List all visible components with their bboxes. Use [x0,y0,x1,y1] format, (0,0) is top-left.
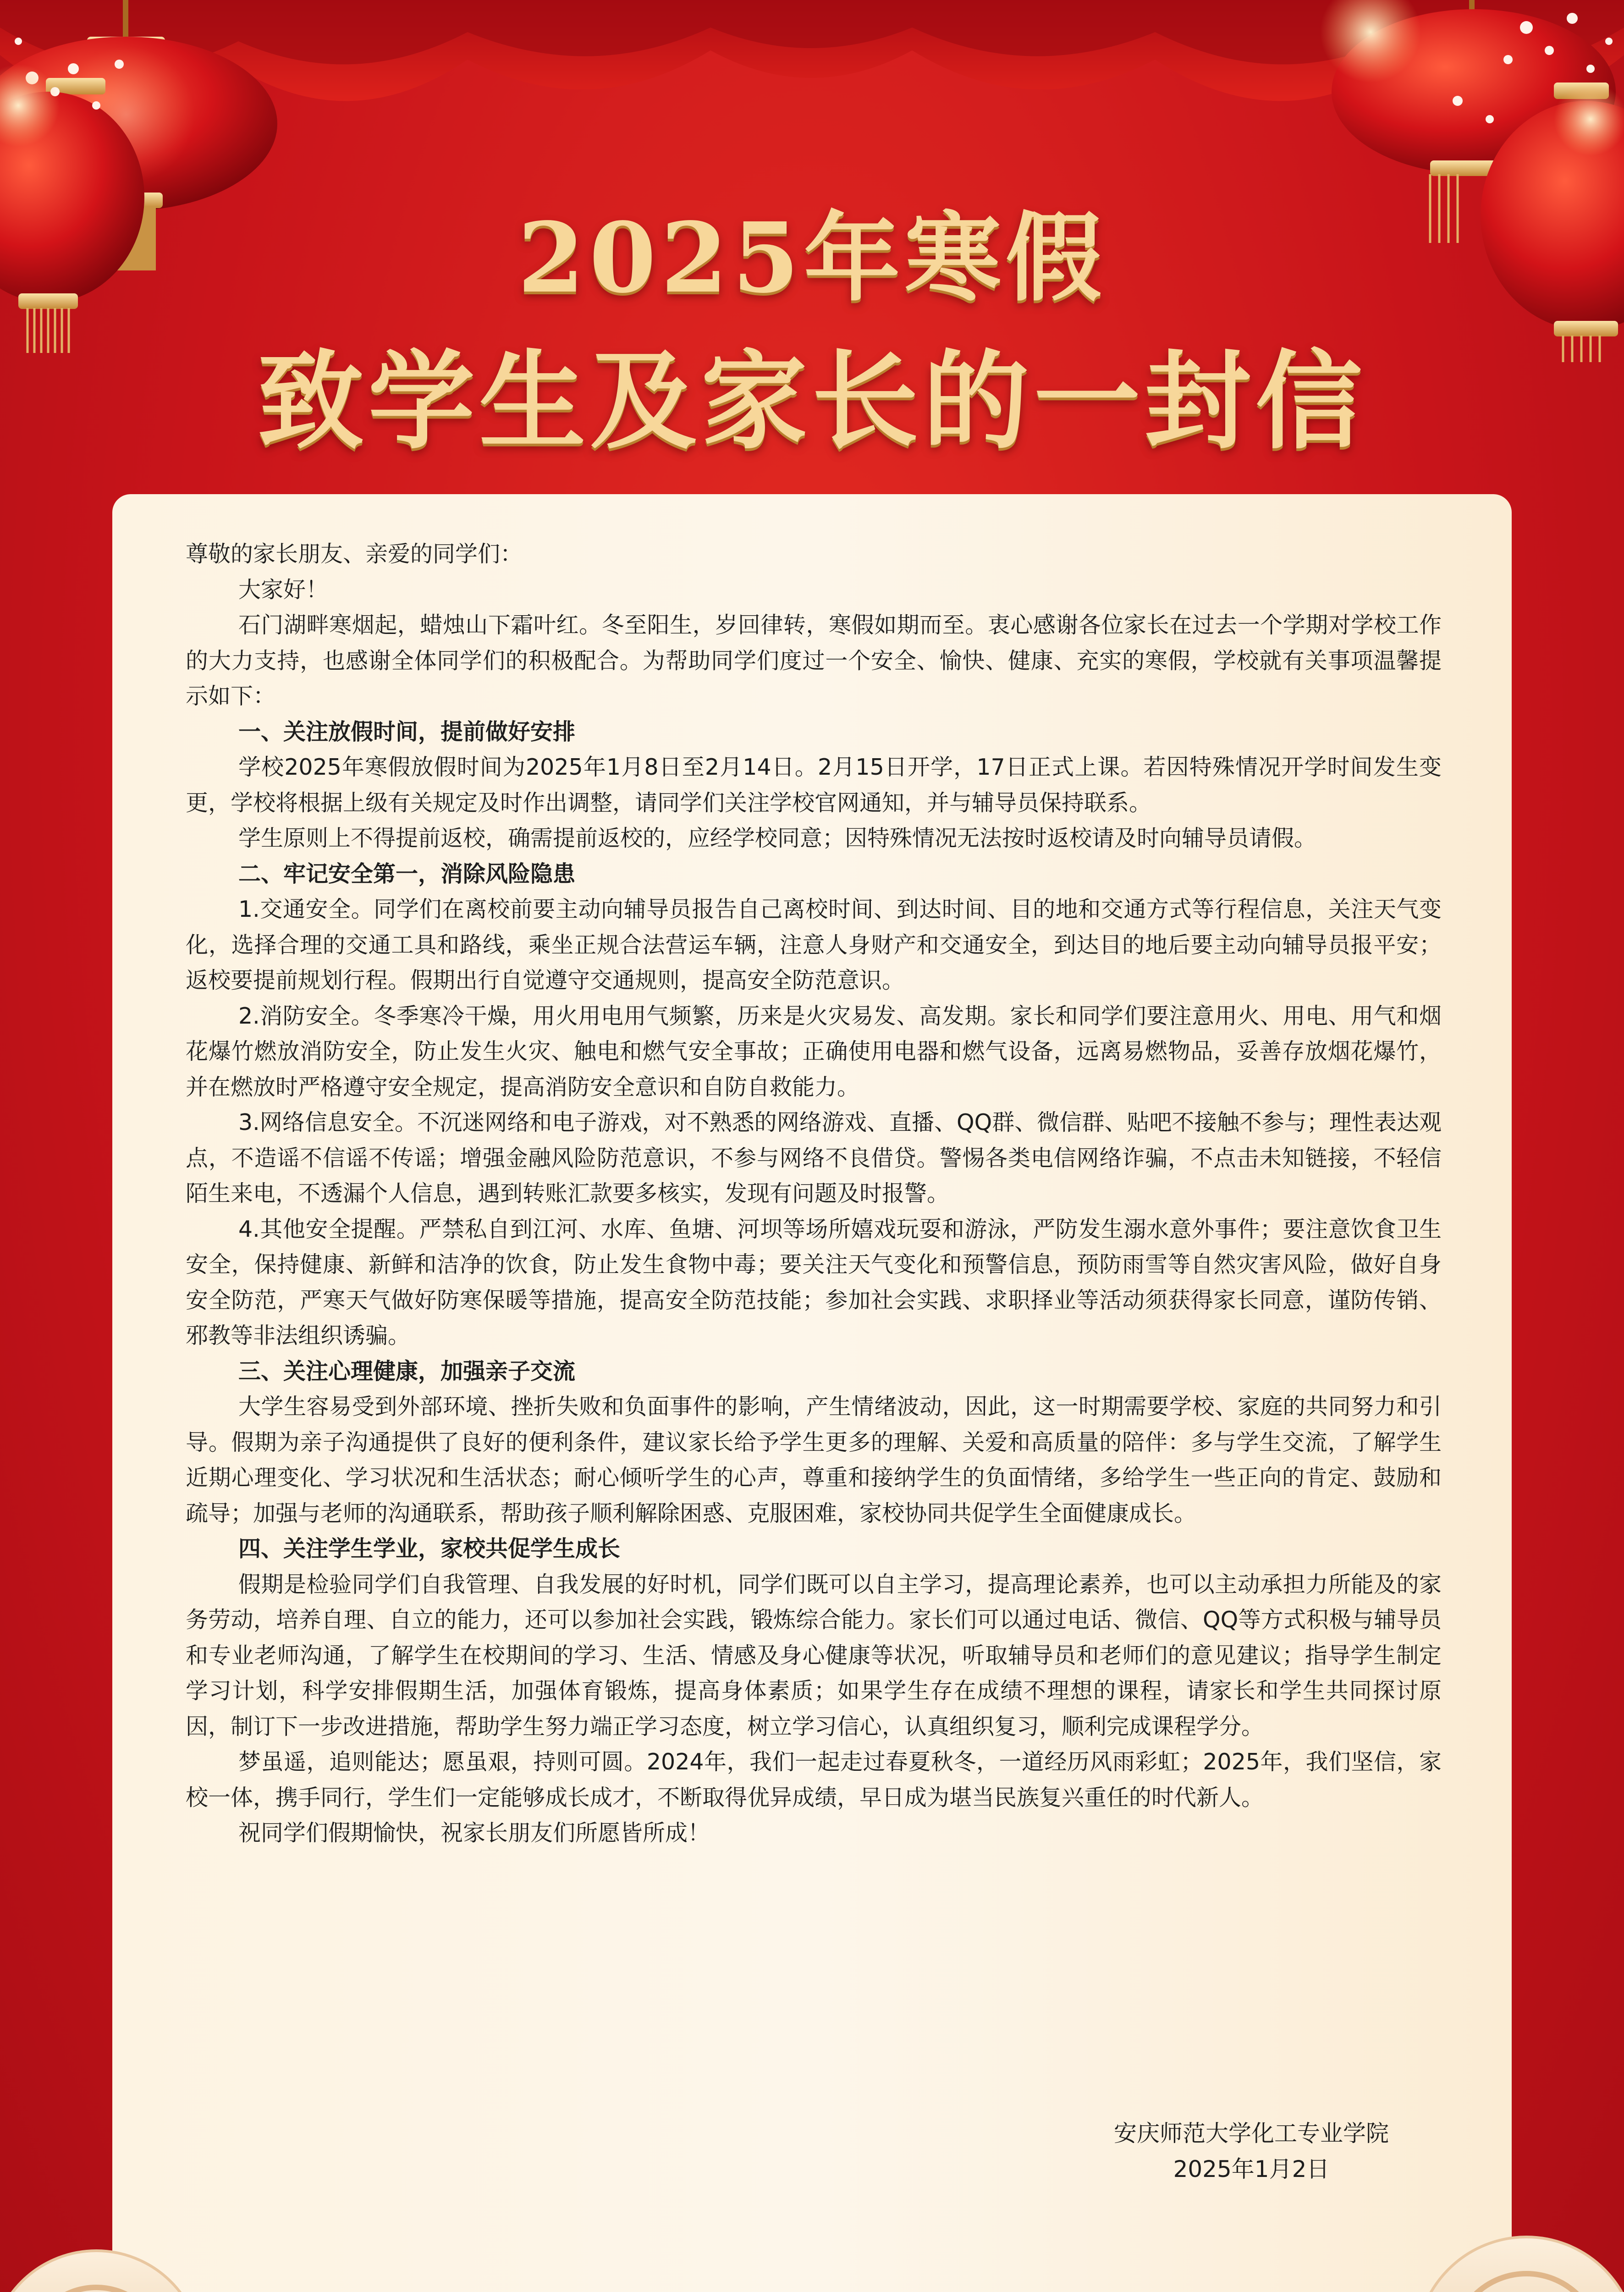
paragraph: 1.交通安全。同学们在离校前要主动向辅导员报告自己离校时间、到达时间、目的地和交通方式等行程信息，关注天气变化，选择合理的交通工具和路线，乘坐正规合法营运车辆，注意人身财产和交通安全，到达目的地后要主动向辅导员报平安；返校要提前规划行程。假期出行自觉遵守交通规则，提高安全防范意识。 [186,896,1442,993]
paragraph: 假期是检验同学们自我管理、自我发展的好时机，同学们既可以自主学习，提高理论素养，也可以主动承担力所能及的家务劳动，培养自理、自立的能力，还可以参加社会实践，锻炼综合能力。家长们可以通过电话、微信、QQ等方式积极与辅导员和专业老师沟通，了解学生在校期间的学习、生活、情感及身心健康等状况，听取辅导员和老师们的意见建议；指导学生制定学习计划，科学安排假期生活，加强体育锻炼，提高身体素质；如果学生存在成绩不理想的课程，请家长和学生共同探讨原因，制订下一步改进措施，帮助学生努力端正学习态度，树立学习信心，认真组织复习，顺利完成课程学分。 [186,1571,1442,1740]
signature-date: 2025年1月2日 [1173,2156,1330,2182]
paragraph: 学生原则上不得提前返校，确需提前返校的，应经学校同意；因特殊情况无法按时返校请及时向辅导员请假。 [238,825,1317,851]
title-line-2: 致学生及家长的一封信 [257,338,1367,463]
paragraph: 3.网络信息安全。不沉迷网络和电子游戏，对不熟悉的网络游戏、直播、QQ群、微信群、贴吧不接触不参与；理性表达观点，不造谣不信谣不传谣；增强金融风险防范意识，不参与网络不良借贷。警惕各类电信网络诈骗，不点击未知链接，不轻信陌生来电，不透漏个人信息，遇到转账汇款要多核实，发现有问题及时报警。 [186,1109,1442,1207]
salutation: 尊敬的家长朋友、亲爱的同学们： [186,541,523,567]
signature-org: 安庆师范大学化工专业学院 [1114,2120,1389,2147]
title-line-1: 2025年寒假 [517,201,1107,314]
paragraph: 大学生容易受到外部环境、挫折失败和负面事件的影响，产生情绪波动，因此，这一时期需要学校、家庭的共同努力和引导。假期为亲子沟通提供了良好的便利条件，建议家长给予学生更多的理解、关爱和高质量的陪伴：多与学生交流，了解学生近期心理变化、学习状况和生活状态；耐心倾听学生的心声，尊重和接纳学生的负面情绪，多给学生一些正向的肯定、鼓励和疏导；加强与老师的沟通联系，帮助孩子顺利解除困惑、克服困难，家校协同共促学生全面健康成长。 [186,1394,1442,1526]
paragraph: 梦虽遥，追则能达；愿虽艰，持则可圆。2024年，我们一起走过春夏秋冬，一道经历风雨彩虹；2025年，我们坚信，家校一体，携手同行，学生们一定能够成长成才，不断取得优异成绩，早日成为堪当民族复兴重任的时代新人。 [186,1749,1442,1811]
section-heading-2: 二、牢记安全第一，消除风险隐患 [238,860,576,887]
section-heading-3: 三、关注心理健康，加强亲子交流 [238,1358,576,1384]
paragraph: 4.其他安全提醒。严禁私自到江河、水库、鱼塘、河坝等场所嬉戏玩耍和游泳，严防发生溺水意外事件；要注意饮食卫生安全，保持健康、新鲜和洁净的饮食，防止发生食物中毒；要关注天气变化和预警信息，预防雨雪等自然灾害风险，做好自身安全防范，严寒天气做好防寒保暖等措施，提高安全防范技能；参加社会实践、求职择业等活动须获得家长同意，谨防传销、邪教等非法组织诱骗。 [186,1216,1442,1349]
paragraph: 祝同学们假期愉快，祝家长朋友们所愿皆所成！ [238,1820,710,1846]
auspicious-cloud-icon [0,2154,1624,2292]
greeting: 大家好！ [238,576,329,603]
section-heading-1: 一、关注放假时间，提前做好安排 [238,718,576,745]
intro-paragraph: 石门湖畔寒烟起，蜡烛山下霜叶红。冬至阳生，岁回律转，寒假如期而至。衷心感谢各位家长在过去一个学期对学校工作的大力支持，也感谢全体同学们的积极配合。为帮助同学们度过一个安全、愉快、健康、充实的寒假，学校就有关事项温馨提示如下： [186,612,1442,709]
paragraph: 2.消防安全。冬季寒冷干燥，用火用电用气频繁，历来是火灾易发、高发期。家长和同学们要注意用火、用电、用气和烟花爆竹燃放消防安全，防止发生火灾、触电和燃气安全事故；正确使用电器和燃气设备，远离易燃物品，妥善存放烟花爆竹，并在燃放时严格遵守安全规定，提高消防安全意识和自防自救能力。 [186,1003,1442,1100]
letter-body [186,536,1442,1851]
section-heading-4: 四、关注学生学业，家校共促学生成长 [238,1536,621,1562]
paragraph: 学校2025年寒假放假时间为2025年1月8日至2月14日。2月15日开学，17日正式上课。若因特殊情况开学时间发生变更，学校将根据上级有关规定及时作出调整，请同学们关注学校官网通知，并与辅导员保持联系。 [186,754,1442,816]
